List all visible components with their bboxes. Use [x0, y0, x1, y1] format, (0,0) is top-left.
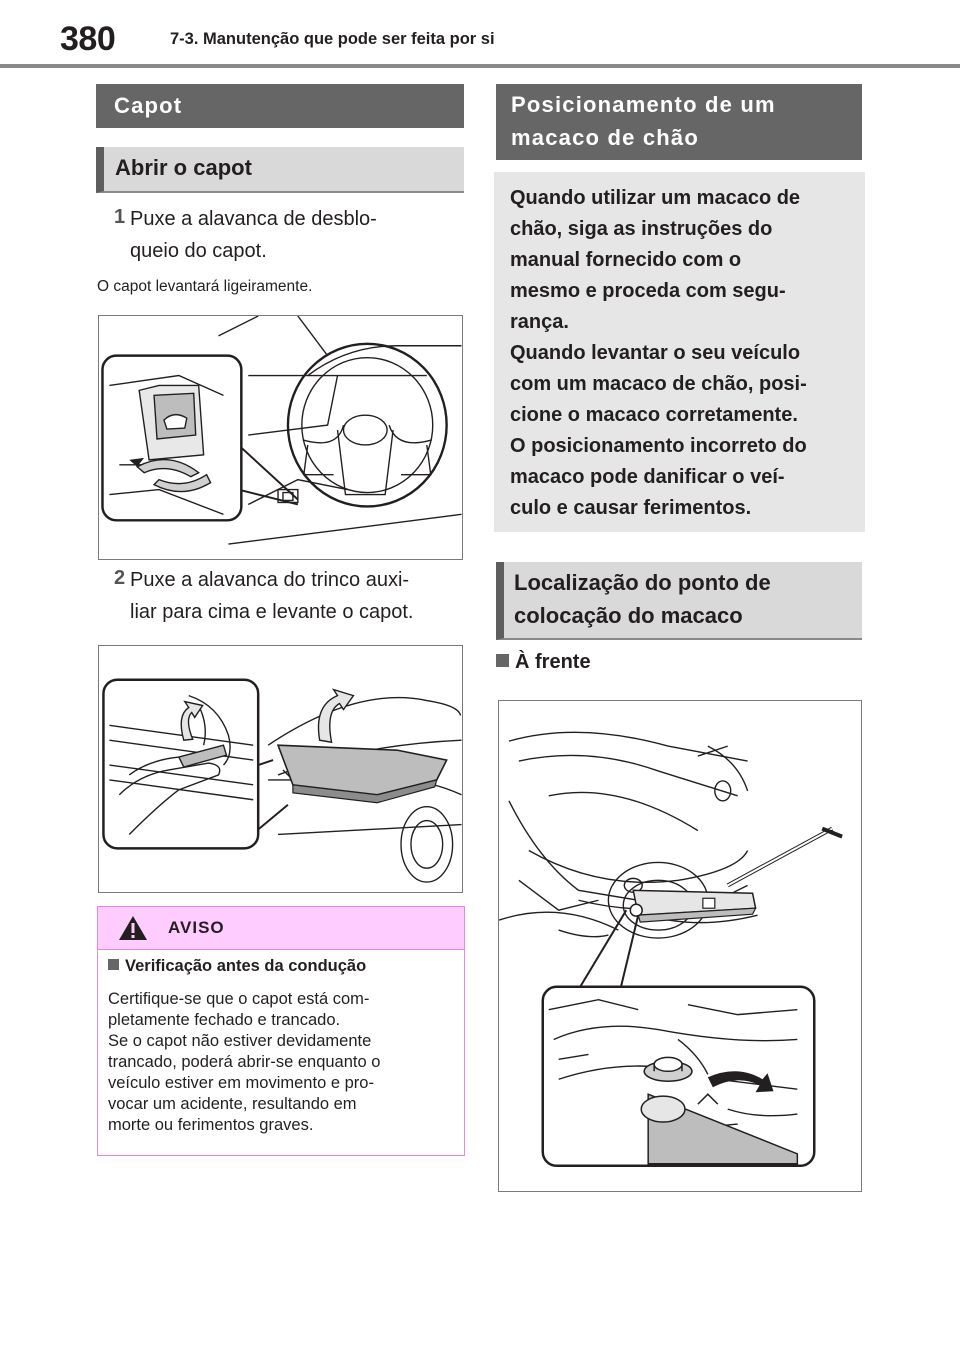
- aviso-body: [108, 989, 458, 1136]
- aviso-body-line: trancado, poderá abrir-se enquanto o: [108, 1053, 381, 1071]
- step-1-line-2: queio do capot.: [130, 240, 267, 262]
- page-number: 380: [60, 20, 116, 58]
- step-note: O capot levantará ligeiramente.: [97, 278, 313, 295]
- step-number-1: 1: [114, 206, 126, 228]
- aviso-subtitle-row: [108, 957, 366, 976]
- step-number-2: 2: [114, 567, 126, 589]
- warning-line: cione o macaco corretamente.: [510, 404, 798, 426]
- aviso-body-line: Se o capot não estiver devidamente: [108, 1032, 372, 1050]
- step-text-1: [130, 203, 377, 267]
- jack-warning-box: [494, 172, 865, 532]
- subsection-title-line-2: colocação do macaco: [514, 603, 743, 628]
- hood-release-illustration: [99, 316, 462, 559]
- step-2-line-2: liar para cima e levante o capot.: [130, 601, 414, 623]
- subsection-title-text: Abrir o capot: [115, 155, 252, 180]
- aviso-body-line: vocar um acidente, resultando em: [108, 1095, 357, 1113]
- section-title-line-2: macaco de chão: [511, 125, 699, 150]
- aviso-body-line: veículo estiver em movimento e pro-: [108, 1074, 374, 1092]
- warning-line: manual fornecido com o: [510, 249, 742, 271]
- bullet-heading: À frente: [515, 651, 591, 673]
- warning-line: O posicionamento incorreto do: [510, 435, 807, 457]
- aviso-title: AVISO: [168, 918, 225, 937]
- auxiliary-catch-illustration: [99, 646, 462, 892]
- bullet-heading-row: [496, 651, 591, 674]
- step-2-line-1: Puxe a alavanca do trinco auxi-: [130, 569, 410, 591]
- aviso-body-line: pletamente fechado e trancado.: [108, 1011, 341, 1029]
- square-bullet-icon: [496, 654, 509, 667]
- figure-auxiliary-catch: [98, 645, 463, 893]
- aviso-subtitle: Verificação antes da condução: [125, 957, 367, 975]
- aviso-box: [97, 906, 465, 1156]
- step-1-line-1: Puxe a alavanca de desblo-: [130, 208, 377, 230]
- warning-line: mesmo e proceda com segu-: [510, 280, 786, 302]
- header-rule: [0, 64, 960, 68]
- warning-line: Quando utilizar um macaco de: [510, 187, 801, 209]
- section-title-posicionamento: [496, 84, 862, 160]
- aviso-body-line: morte ou ferimentos graves.: [108, 1116, 314, 1134]
- subsection-title-line-1: Localização do ponto de: [514, 570, 771, 595]
- warning-line: Quando levantar o seu veículo: [510, 342, 801, 364]
- square-bullet-icon: [108, 959, 119, 970]
- aviso-body-line: Certifique-se que o capot está com-: [108, 990, 370, 1008]
- step-text-2: [130, 564, 414, 628]
- warning-line: rança.: [510, 311, 569, 333]
- subsection-title-abrir: [96, 147, 464, 193]
- warning-line: macaco pode danificar o veí-: [510, 466, 785, 488]
- warning-triangle-icon: [118, 915, 148, 941]
- warning-line: culo e causar ferimentos.: [510, 497, 752, 519]
- section-title-text: Capot: [114, 93, 183, 118]
- aviso-header: [98, 907, 464, 950]
- figure-hood-release-lever: [98, 315, 463, 560]
- warning-line: com um macaco de chão, posi-: [510, 373, 807, 395]
- jack-point-illustration: [499, 701, 861, 1191]
- section-title-capot: [96, 84, 464, 128]
- section-title-line-1: Posicionamento de um: [511, 92, 776, 117]
- warning-line: chão, siga as instruções do: [510, 218, 773, 240]
- running-title: 7-3. Manutenção que pode ser feita por si: [170, 30, 495, 48]
- figure-jack-point-front: [498, 700, 862, 1192]
- subsection-title-localizacao: [496, 562, 862, 640]
